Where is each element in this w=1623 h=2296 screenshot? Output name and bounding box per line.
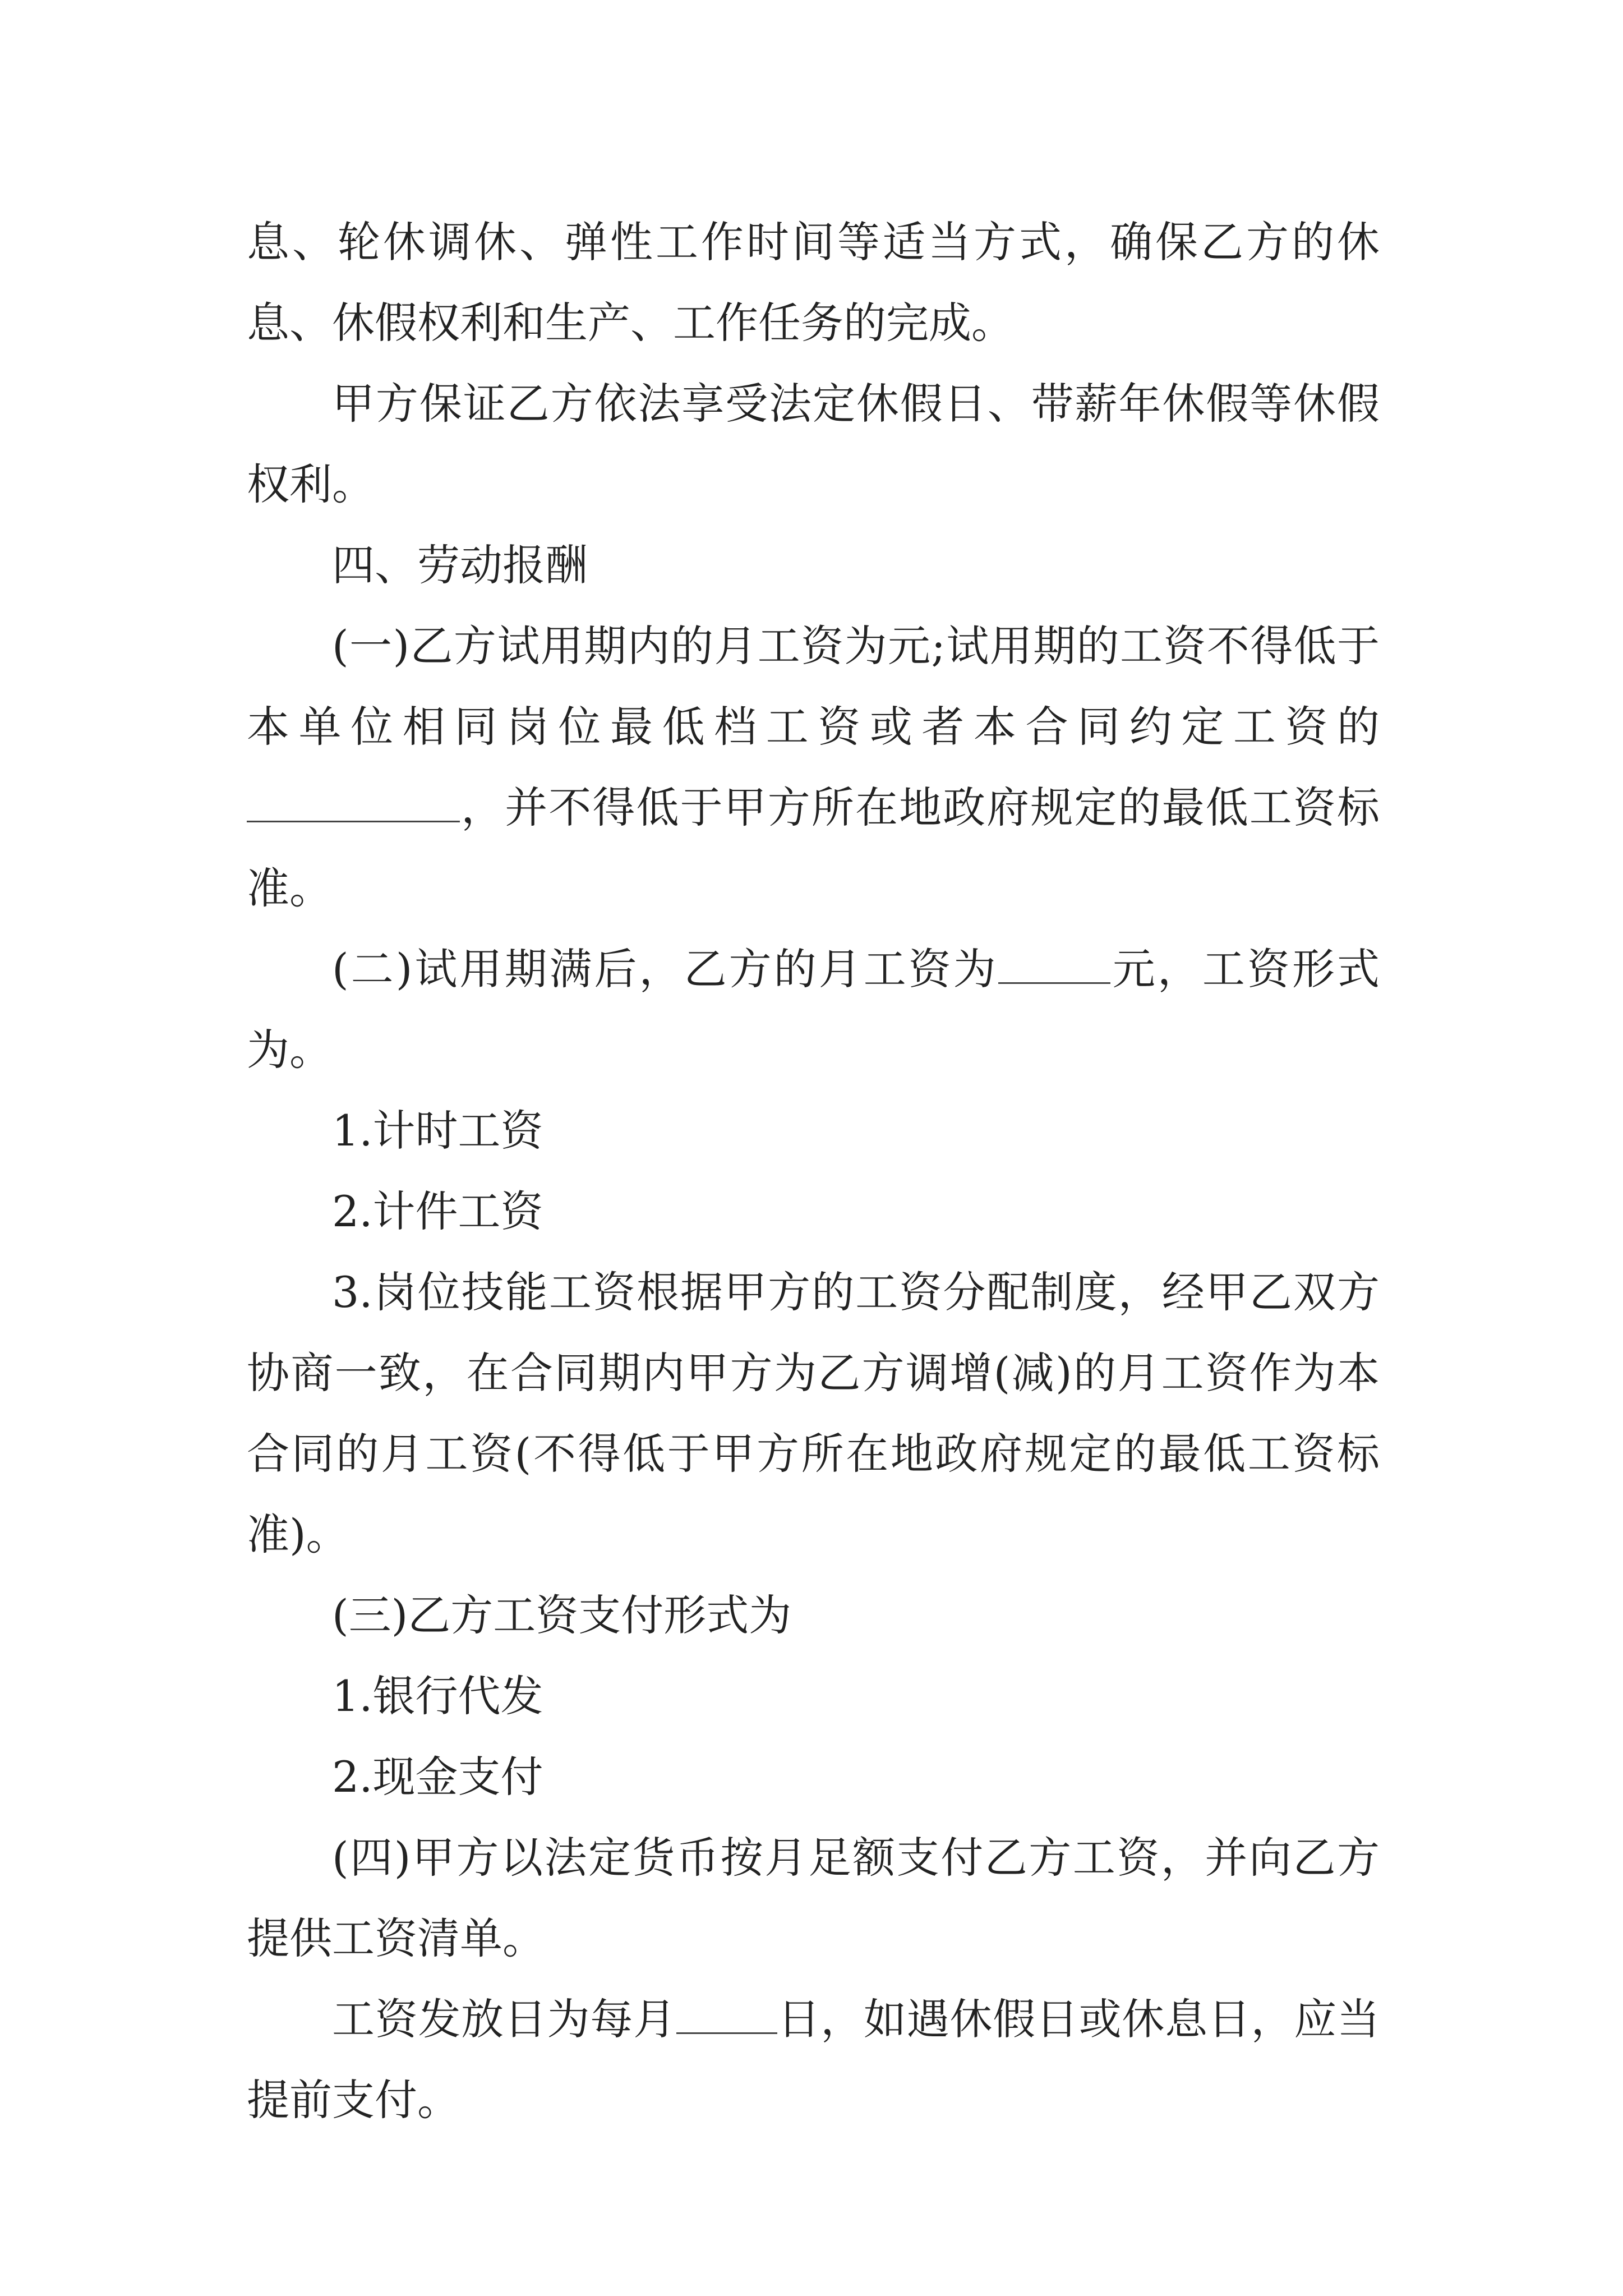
paragraph-payment-form: (三)乙方工资支付形式为 bbox=[332, 1590, 792, 1640]
list-item-bank-payment: 1.银行代发 bbox=[332, 1671, 543, 1721]
blank-line bbox=[676, 1990, 777, 2034]
list-item-piece-wage: 2.计件工资 bbox=[332, 1186, 543, 1236]
document-body bbox=[247, 202, 1380, 2141]
list-item-position-skill-wage: 3.岗位技能工资根据甲方的工资分配制度，经甲乙双方协商一致，在合同期内甲方为乙方调增(减)的月工资作为本合同的月工资(不得低于甲方所在地政府规定的最低工资标准)。 bbox=[247, 1267, 1380, 1559]
paragraph-legal-currency: (四)甲方以法定货币按月足额支付乙方工资，并向乙方提供工资清单。 bbox=[247, 1833, 1380, 1963]
section-heading-remuneration: 四、劳动报酬 bbox=[332, 540, 588, 590]
paragraph-probation-wage bbox=[247, 606, 1380, 929]
monthly-wage-text-end: 元，工资形式为。 bbox=[247, 944, 1380, 1075]
probation-wage-text: (一)乙方试用期内的月工资为元;试用期的工资不得低于本单位相同岗位最低档工资或者本合同约定工资的 bbox=[247, 621, 1380, 752]
payday-text: 工资发放日为每月 bbox=[332, 1994, 676, 2044]
paragraph-holiday-rights: 甲方保证乙方依法享受法定休假日、带薪年休假等休假权利。 bbox=[247, 379, 1380, 509]
blank-line bbox=[247, 778, 460, 822]
probation-wage-text-end: ，并不得低于甲方所在地政府规定的最低工资标准。 bbox=[247, 783, 1380, 913]
paragraph-payday bbox=[247, 1979, 1380, 2141]
list-item-hourly-wage: 1.计时工资 bbox=[332, 1106, 543, 1156]
monthly-wage-text: (二)试用期满后，乙方的月工资为 bbox=[332, 944, 998, 994]
blank-line bbox=[998, 940, 1110, 984]
list-item-cash-payment: 2.现金支付 bbox=[332, 1752, 543, 1802]
payday-text-end: 日，如遇休假日或休息日，应当提前支付。 bbox=[247, 1994, 1380, 2125]
paragraph-rest-arrangement: 息、轮休调休、弹性工作时间等适当方式，确保乙方的休息、休假权利和生产、工作任务的完成。 bbox=[247, 217, 1380, 348]
paragraph-monthly-wage bbox=[247, 929, 1380, 1091]
